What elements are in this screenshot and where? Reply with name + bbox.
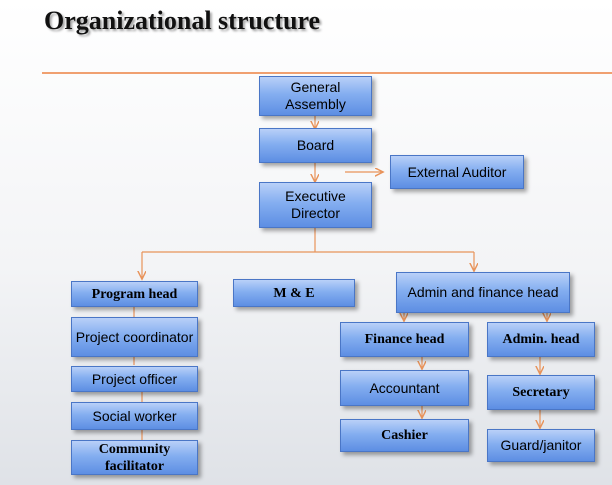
finance-head-label: Finance head (364, 332, 445, 347)
m-and-e-label: M & E (273, 285, 315, 301)
project-coordinator-box (71, 317, 198, 357)
general-assembly-label: General Assembly (285, 79, 346, 112)
social-worker-box (71, 402, 198, 430)
community-facilitator-label: Community facilitator (98, 441, 171, 474)
cashier-box (340, 419, 469, 452)
board-box (259, 128, 372, 163)
community-facilitator-box (71, 440, 198, 475)
external-auditor-label: External Auditor (407, 163, 507, 180)
social-worker-label: Social worker (92, 407, 177, 424)
secretary-label: Secretary (512, 385, 570, 400)
general-assembly-box (259, 76, 372, 116)
executive-director-label: Executive Director (285, 188, 346, 221)
project-coordinator-label: Project coordinator (75, 328, 194, 345)
accountant-label: Accountant (369, 379, 440, 396)
accountant-box (340, 370, 469, 406)
external-auditor-box (390, 155, 524, 189)
page-title: Organizational structure (44, 6, 321, 35)
board-label: Board (296, 137, 335, 153)
program-head-box (71, 281, 198, 307)
executive-director-box (259, 182, 372, 228)
m-and-e-box (233, 279, 355, 307)
project-officer-box (71, 366, 198, 392)
guard-janitor-label: Guard/janitor (500, 437, 582, 453)
admin-finance-head-label: Admin and finance head (407, 284, 559, 300)
secretary-box (487, 375, 595, 410)
finance-head-box (340, 322, 469, 357)
cashier-label: Cashier (381, 428, 428, 443)
admin-head-label: Admin. head (502, 332, 580, 347)
admin-head-box (487, 322, 595, 357)
admin-finance-head-box (396, 272, 570, 313)
project-officer-label: Project officer (91, 370, 178, 387)
program-head-label: Program head (91, 286, 178, 302)
guard-janitor-box (487, 429, 595, 462)
